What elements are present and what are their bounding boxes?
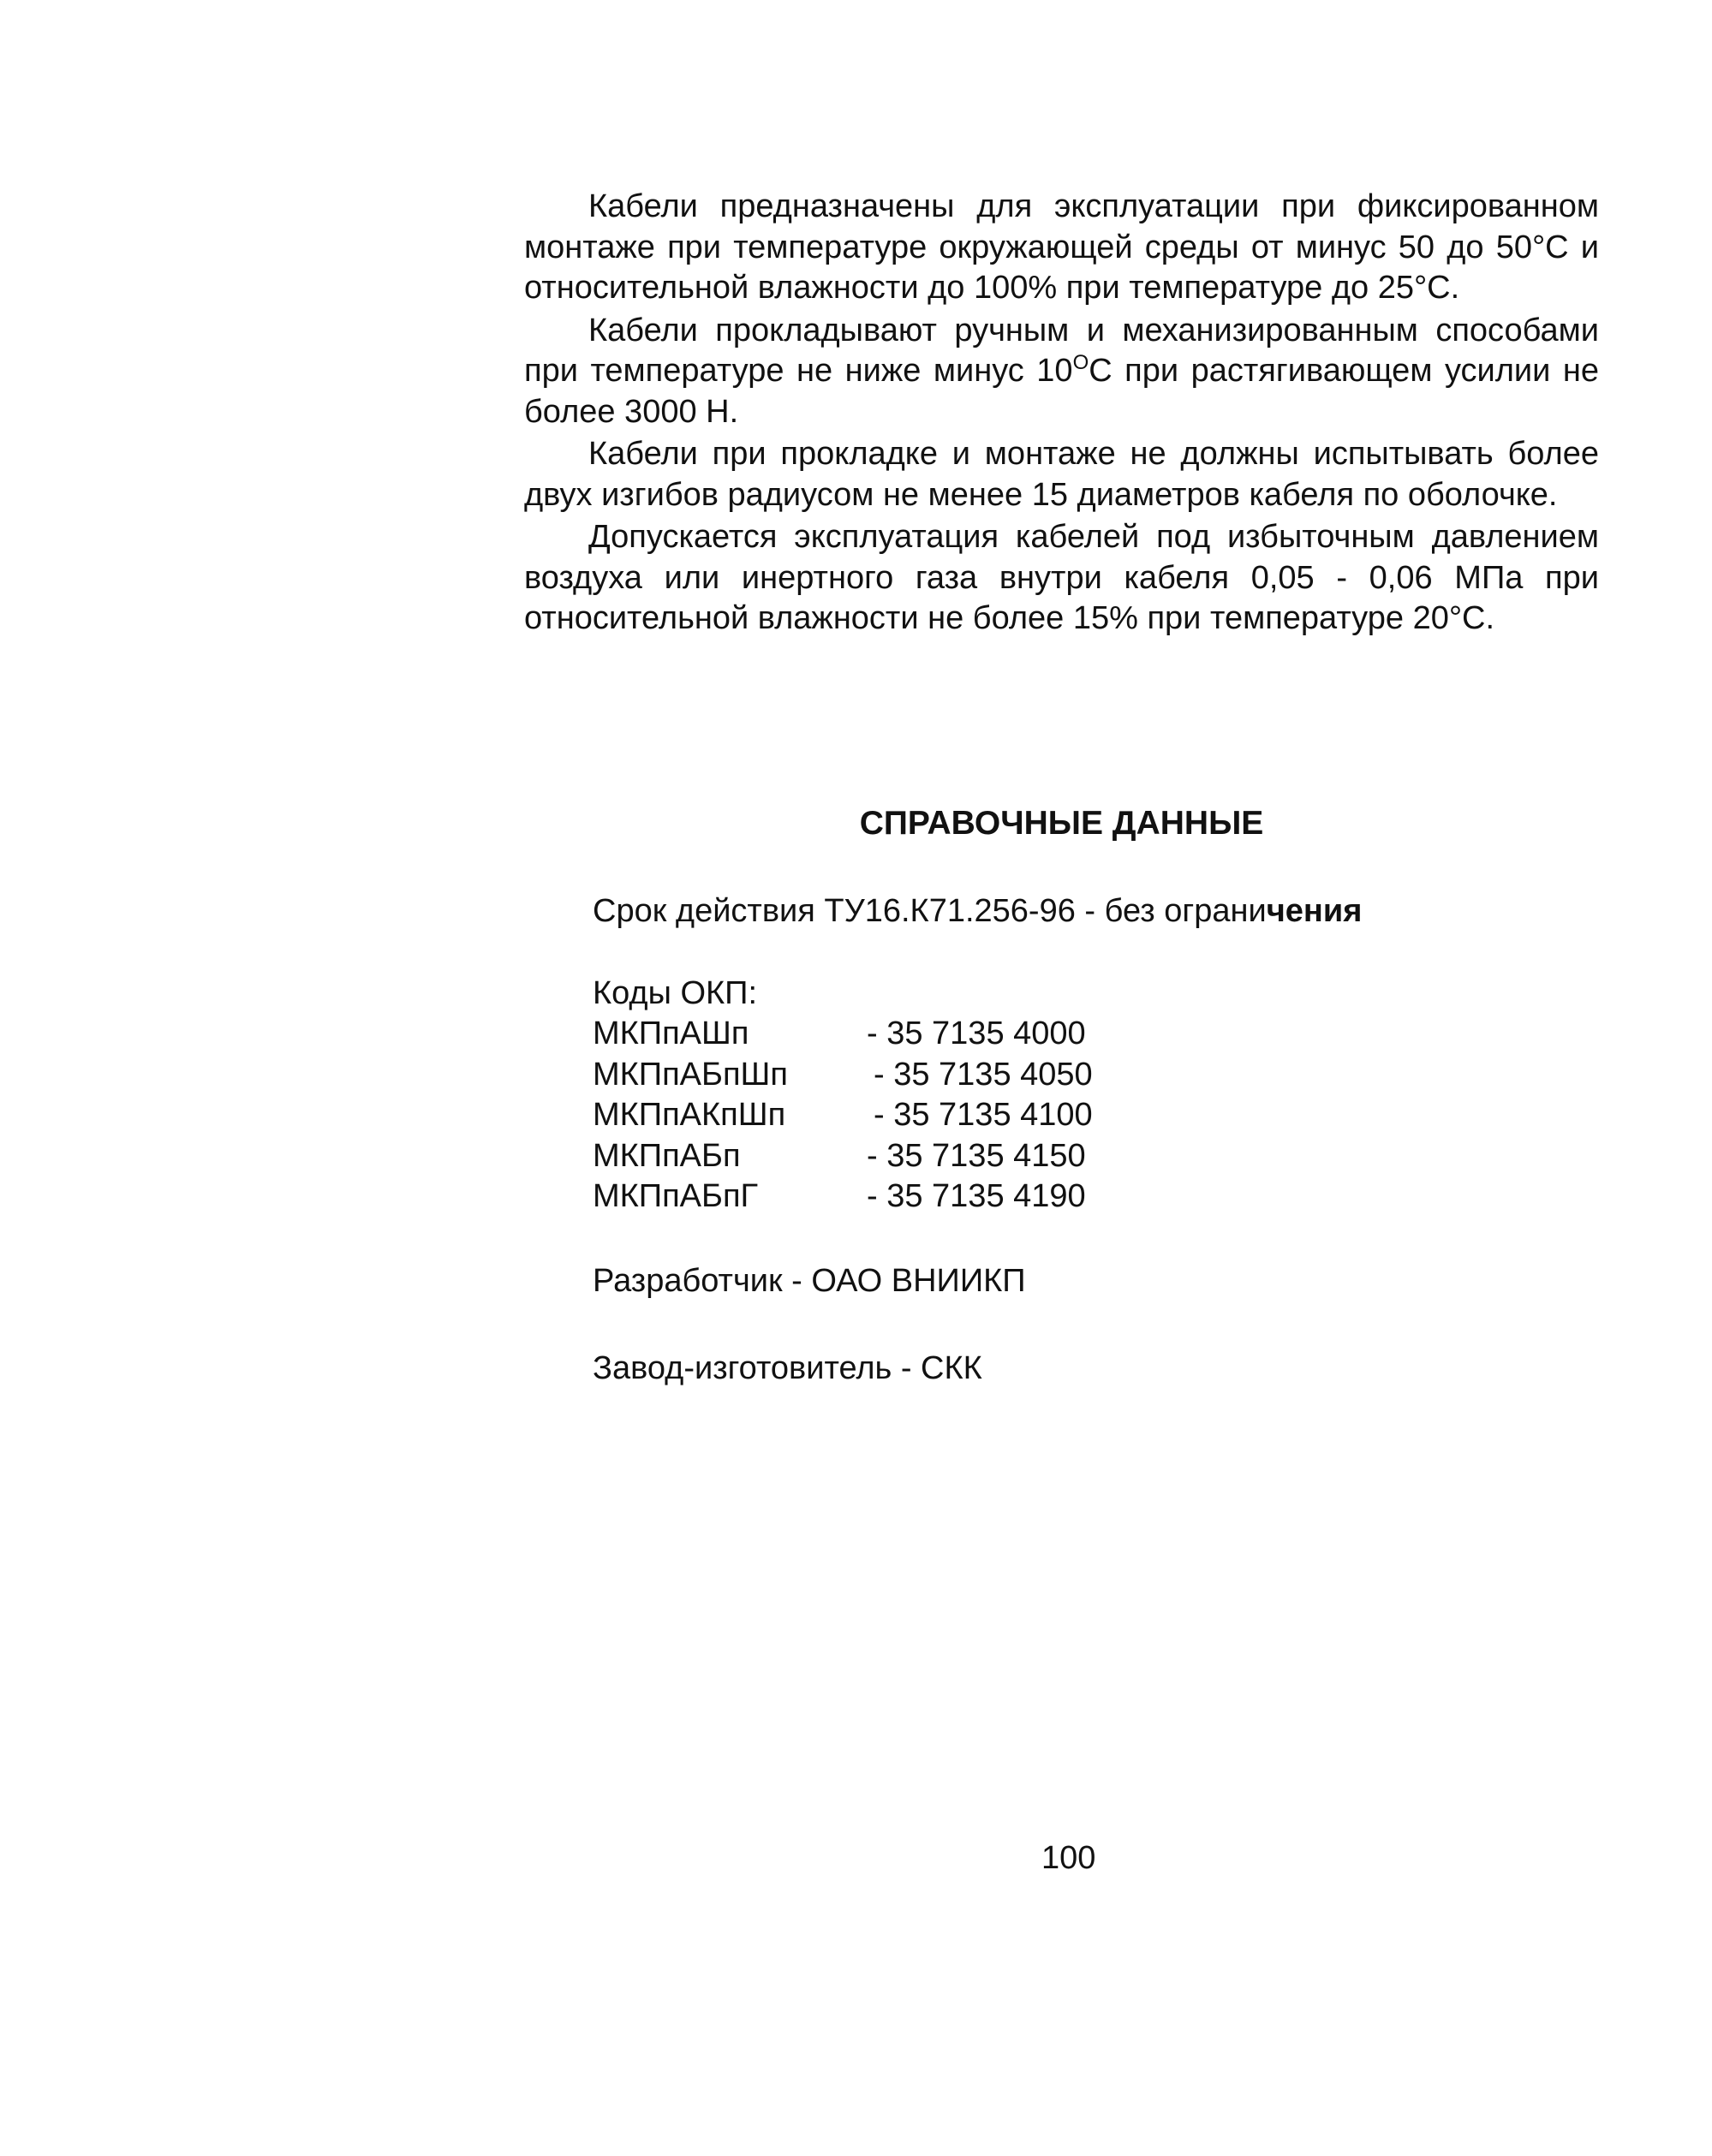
okp-code: - 35 7135 4000	[867, 1015, 1086, 1051]
degree-superscript: О	[1072, 351, 1089, 374]
okp-code: - 35 7135 4100	[874, 1097, 1093, 1133]
manufacturer-line: Завод-изготовитель - СКК	[593, 1350, 982, 1386]
paragraph-pressure-operation: Допускается эксплуатация кабелей под избыточным давлением воздуха или инертного газа внутри кабеля 0,05 - 0,06 МПа при относительной влажности не более 15% при температуре 20°С.	[524, 519, 1599, 636]
okp-code-row	[593, 1095, 1093, 1136]
laying-text-end: С при растягивающем усилии не более 3000 Н.	[524, 353, 1599, 430]
laying-text-start: Кабели прокладывают ручным и механизированным способами при температуре не ниже минус 10	[524, 312, 1599, 389]
okp-code: - 35 7135 4150	[867, 1137, 1086, 1174]
validity-text-tail: чения	[1266, 893, 1363, 929]
paragraph-operating-conditions: Кабели предназначены для эксплуатации при фиксированном монтаже при температуре окружающей среды от минус 50 до 50°С и относительной влажности до 100% при температуре до 25°С.	[524, 188, 1599, 306]
cable-brand: МКПпАШп	[593, 1015, 749, 1051]
okp-code-row	[593, 1055, 1093, 1096]
paragraph-laying-conditions	[524, 311, 1599, 433]
body-text	[524, 187, 1599, 640]
okp-code-row	[593, 1014, 1086, 1055]
cable-brand: МКПпАБпГ	[593, 1178, 759, 1214]
validity-line	[593, 890, 1362, 932]
okp-code-row	[593, 1176, 1086, 1218]
cable-brand: МКПпАБп	[593, 1137, 741, 1174]
cable-brand: МКПпАБпШп	[593, 1056, 788, 1093]
okp-codes-block	[593, 973, 1093, 1218]
validity-text: Срок действия ТУ16.К71.256-96 - без ограни	[593, 893, 1267, 929]
developer-line: Разработчик - ОАО ВНИИКП	[593, 1263, 1026, 1299]
page-number: 100	[1041, 1840, 1096, 1876]
okp-codes-title: Коды ОКП:	[593, 975, 758, 1011]
okp-code: - 35 7135 4050	[874, 1056, 1093, 1093]
okp-code: - 35 7135 4190	[867, 1178, 1086, 1214]
section-heading: СПРАВОЧНЫЕ ДАННЫЕ	[859, 805, 1264, 842]
okp-code-row	[593, 1136, 1086, 1177]
cable-brand: МКПпАКпШп	[593, 1097, 786, 1133]
paragraph-bending-limits: Кабели при прокладке и монтаже не должны испытывать более двух изгибов радиусом не менее 15 диаметров кабеля по оболочке.	[524, 436, 1599, 513]
